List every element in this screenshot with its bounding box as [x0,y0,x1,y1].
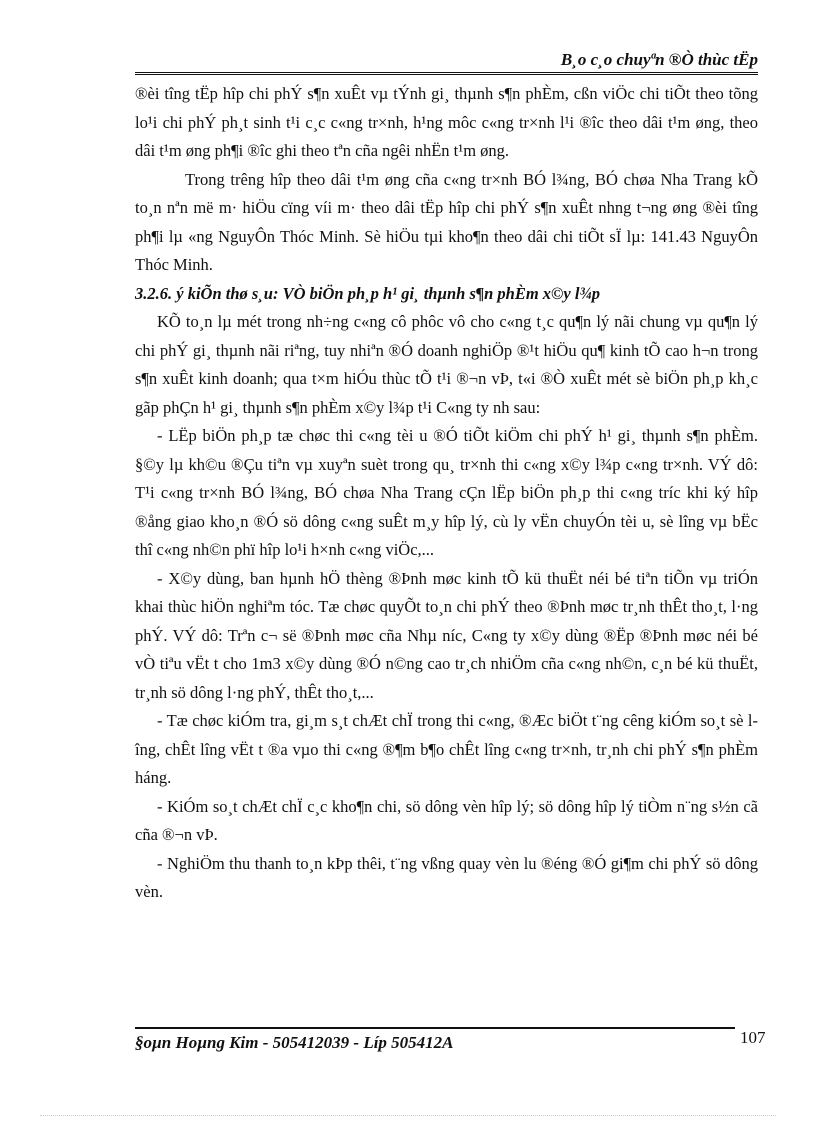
page-number: 107 [740,1028,766,1047]
bullet-construction-plan: - LËp biÖn ph¸p tæ chøc thi c«ng tèi u ®Ó tiÕt kiÖm chi phÝ h¹ gi¸ thµnh s¶n phÈm. §©y lµ kh©u ®Çu tiªn vµ xuyªn suèt trong qu¸ tr×nh thi c«ng x©y l¾p c«ng tr×nh. VÝ dô: T¹i c«ng tr×nh BÓ l¾ng, BÓ chøa Nha Trang cÇn lËp biÖn ph¸p thi c«ng tríc khi ký hîp ®ång giao kho¸n ®Ó sö dông c«ng suÊt m¸y hîp lý, cù ly vËn chuyÓn tèi u, sè lîng vµ bËc thî c«ng nh©n phï hîp lo¹i h×nh c«ng viÖc,... [135,426,758,559]
paragraph-continuation: ®èi tîng tËp hîp chi phÝ s¶n xuÊt vµ tÝnh gi¸ thµnh s¶n phÈm, cßn viÖc chi tiÕt theo tõng lo¹i chi phÝ ph¸t sinh t¹i c¸c c«ng tr×nh, h¹ng môc c«ng tr×nh l¹i ®îc theo dâi t¹m øng, theo dâi t¹m øng ph¶i ®îc ghi theo tªn cña ngêi nhËn t¹m øng. [135,84,758,160]
paragraph-intro: KÕ to¸n lµ mét trong nh÷ng c«ng cô phôc vô cho c«ng t¸c qu¶n lý nãi chung vµ qu¶n lý chi phÝ gi¸ thµnh nãi riªng, tuy nhiªn ®Ó doanh nghiÖp ®¹t hiÖu qu¶ kinh tÕ cao h¬n trong s¶n xuÊt kinh doanh; qua t×m hiÓu thùc tÕ t¹i ®¬n vÞ, t«i ®Ò xuÊt mét sè biÖn ph¸p kh¸c gãp phÇn h¹ gi¸ thµnh s¶n phÈm x©y l¾p t¹i C«ng ty nh sau: [135,312,758,417]
bullet-settlement: - NghiÖm thu thanh to¸n kÞp thêi, t¨ng vßng quay vèn lu ®éng ®Ó gi¶m chi phÝ sö dông vèn. [135,853,758,901]
document-body [135,80,758,907]
bullet-supervision: - Tæ chøc kiÓm tra, gi¸m s¸t chÆt chÏ trong thi c«ng, ®Æc biÖt t¨ng cêng kiÓm so¸t sè lîng, chÊt lîng vËt t ®a vµo thi c«ng ®¶m b¶o chÊt lîng c«ng tr×nh, tr¸nh chi phÝ s¶n phÈm háng. [135,711,758,787]
section-heading: 3.2.6. ý kiÕn thø s¸u: VÒ biÖn ph¸p h¹ gi¸ thµnh s¶n phÈm x©y l¾p [135,283,601,303]
footer-rule [135,1027,735,1029]
bullet-norms: - X©y dùng, ban hµnh hÖ thèng ®Þnh møc kinh tÕ kü thuËt néi bé tiªn tiÕn vµ triÓn khai thùc hiÖn nghiªm tóc. Tæ chøc quyÕt to¸n chi phÝ theo ®Þnh møc tr¸nh thÊt tho¸t, l·ng phÝ. VÝ dô: Trªn c¬ së ®Þnh møc cña Nhµ níc, C«ng ty x©y dùng ®Ëp ®Þnh møc néi bé vÒ tiªu vËt t cho 1m3 x©y dùng ®Ó n©ng cao tr¸ch nhiÖm cña c«ng nh©n, c¸n bé kü thuËt, tr¸nh sö dông l·ng phÝ, thÊt tho¸t,... [135,568,758,702]
header-title: B¸o c¸o chuyªn ®Ò thùc tËp [560,50,758,69]
header-rule [135,72,758,75]
paragraph-advance-tracking: Trong trêng hîp theo dâi t¹m øng cña c«ng tr×nh BÓ l¾ng, BÓ chøa Nha Trang kÕ to¸n nªn më m· hiÖu cïng víi m· theo dâi tËp hîp chi phÝ s¶n xuÊt nhng t¬ng øng ®èi tîng ph¶i lµ «ng NguyÔn Thóc Minh. Sè hiÖu tµi kho¶n theo dâi chi tiÕt sÏ lµ: 141.43 NguyÔn Thóc Minh. [135,169,758,274]
bullet-cost-control: - KiÓm so¸t chÆt chÏ c¸c kho¶n chi, sö dông vèn hîp lý; sö dông hîp lý tiÒm n¨ng s½n cã cña ®¬n vÞ. [135,796,758,844]
footer-author: §oµn Hoµng Kim - 505412039 - Líp 505412A [135,1033,454,1052]
bottom-divider [40,1115,776,1116]
